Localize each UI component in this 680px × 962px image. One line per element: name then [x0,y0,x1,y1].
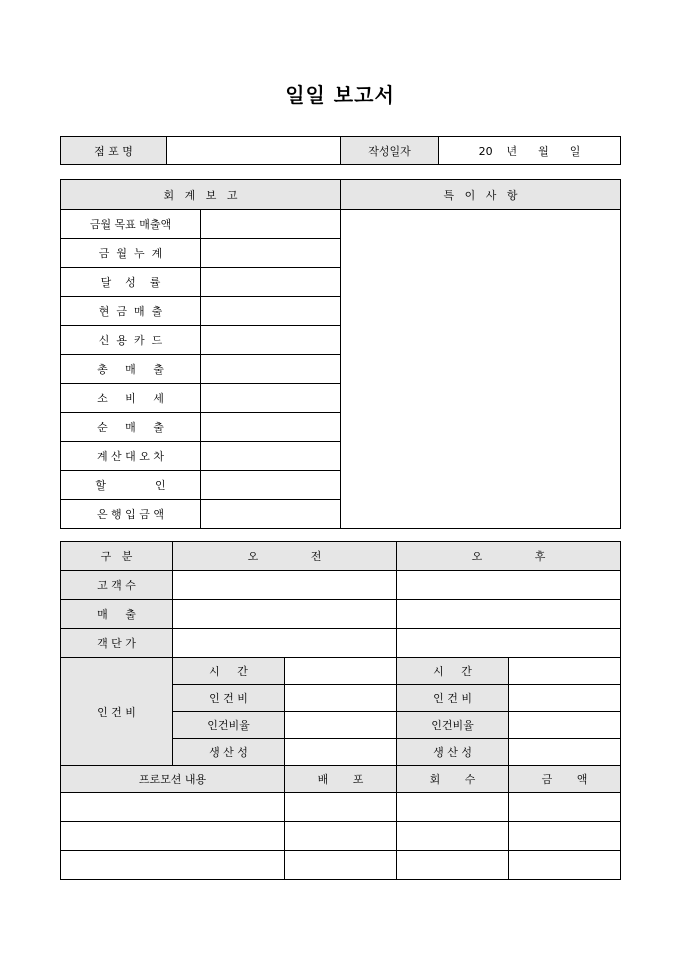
amount-field[interactable] [509,822,621,851]
accounting-table [60,179,621,529]
am-unit-price-field[interactable] [173,629,397,658]
accounting-row-label: 달 성 률 [61,268,201,297]
am-customer-count-field[interactable] [173,571,397,600]
am-labor-item-field[interactable] [285,685,397,712]
accounting-row-label: 계 산 대 오 차 [61,442,201,471]
shift-table [60,541,621,880]
store-name-label: 점 포 명 [61,137,167,165]
customer-count-label: 고 객 수 [61,571,173,600]
pm-sales-field[interactable] [397,600,621,629]
distribution-field[interactable] [285,851,397,880]
am-labor-item-label: 인 건 비 [173,685,285,712]
distribution-field[interactable] [285,793,397,822]
am-labor-item-field[interactable] [285,658,397,685]
store-name-field[interactable] [167,137,341,165]
pm-labor-item-label: 시 간 [397,658,509,685]
pm-labor-item-field[interactable] [509,739,621,766]
accounting-row-value[interactable] [201,500,341,529]
pm-labor-item-label: 인 건 비 [397,685,509,712]
amount-header: 금 액 [509,766,621,793]
amount-field[interactable] [509,793,621,822]
distribution-header: 배 포 [285,766,397,793]
distribution-field[interactable] [285,822,397,851]
accounting-row-label: 총 매 출 [61,355,201,384]
accounting-row-value[interactable] [201,210,341,239]
promotion-content-field[interactable] [61,793,285,822]
am-labor-item-field[interactable] [285,739,397,766]
labor-cost-label: 인 건 비 [61,658,173,766]
promotion-content-field[interactable] [61,851,285,880]
pm-labor-item-label: 생 산 성 [397,739,509,766]
header-table [60,136,621,165]
accounting-row-value[interactable] [201,471,341,500]
collection-header: 회 수 [397,766,509,793]
notes-header: 특 이 사 항 [341,180,621,210]
accounting-row-label: 신 용 카 드 [61,326,201,355]
accounting-row-label: 금 월 누 계 [61,239,201,268]
pm-customer-count-field[interactable] [397,571,621,600]
pm-header: 오 후 [397,542,621,571]
pm-labor-item-label: 인건비율 [397,712,509,739]
report-date-label: 작성일자 [341,137,439,165]
am-labor-item-label: 시 간 [173,658,285,685]
promotion-content-field[interactable] [61,822,285,851]
am-labor-item-label: 인건비율 [173,712,285,739]
am-header: 오 전 [173,542,397,571]
accounting-row-value[interactable] [201,239,341,268]
am-labor-item-field[interactable] [285,712,397,739]
accounting-row-value[interactable] [201,384,341,413]
pm-labor-item-field[interactable] [509,658,621,685]
accounting-row-label: 금월 목표 매출액 [61,210,201,239]
accounting-row-value[interactable] [201,355,341,384]
accounting-row-label: 은 행 입 금 액 [61,500,201,529]
pm-labor-item-field[interactable] [509,712,621,739]
page-title: 일일 보고서 [285,83,395,107]
accounting-row-value[interactable] [201,268,341,297]
promotion-header: 프로모션 내용 [61,766,285,793]
pm-unit-price-field[interactable] [397,629,621,658]
accounting-row-value[interactable] [201,442,341,471]
pm-labor-item-field[interactable] [509,685,621,712]
sales-label: 매 출 [61,600,173,629]
am-sales-field[interactable] [173,600,397,629]
accounting-row-value[interactable] [201,326,341,355]
unit-price-label: 객 단 가 [61,629,173,658]
accounting-row-label: 할 인 [61,471,201,500]
collection-field[interactable] [397,822,509,851]
accounting-row-label: 소 비 세 [61,384,201,413]
am-labor-item-label: 생 산 성 [173,739,285,766]
division-header: 구 분 [61,542,173,571]
accounting-row-value[interactable] [201,297,341,326]
accounting-row-label: 순 매 출 [61,413,201,442]
amount-field[interactable] [509,851,621,880]
accounting-row-value[interactable] [201,413,341,442]
accounting-header: 회 계 보 고 [61,180,341,210]
accounting-row-label: 현 금 매 출 [61,297,201,326]
collection-field[interactable] [397,851,509,880]
collection-field[interactable] [397,793,509,822]
report-date-field[interactable]: 20 년 월 일 [439,137,621,165]
notes-area[interactable] [341,210,621,529]
